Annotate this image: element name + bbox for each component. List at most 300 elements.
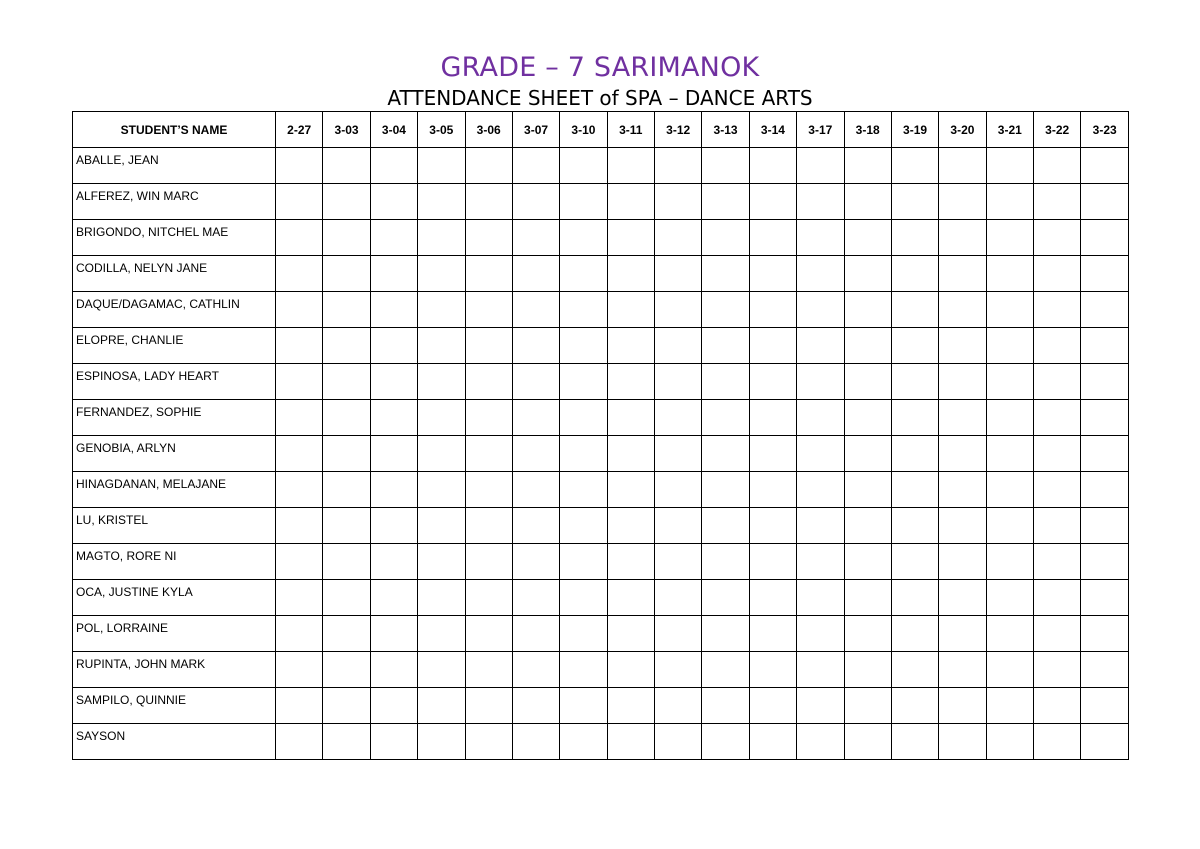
attendance-cell[interactable] xyxy=(655,364,702,400)
attendance-cell[interactable] xyxy=(418,328,465,364)
attendance-cell[interactable] xyxy=(370,616,417,652)
attendance-cell[interactable] xyxy=(1034,292,1081,328)
attendance-cell[interactable] xyxy=(418,616,465,652)
attendance-cell[interactable] xyxy=(323,292,370,328)
attendance-cell[interactable] xyxy=(749,580,796,616)
attendance-cell[interactable] xyxy=(797,580,844,616)
attendance-cell[interactable] xyxy=(1081,292,1129,328)
attendance-cell[interactable] xyxy=(465,616,512,652)
attendance-cell[interactable] xyxy=(797,220,844,256)
attendance-cell[interactable] xyxy=(749,256,796,292)
attendance-cell[interactable] xyxy=(891,472,938,508)
attendance-cell[interactable] xyxy=(370,400,417,436)
attendance-cell[interactable] xyxy=(276,688,323,724)
attendance-cell[interactable] xyxy=(939,436,986,472)
attendance-cell[interactable] xyxy=(702,724,749,760)
attendance-cell[interactable] xyxy=(512,148,559,184)
attendance-cell[interactable] xyxy=(560,436,607,472)
attendance-cell[interactable] xyxy=(418,400,465,436)
attendance-cell[interactable] xyxy=(891,400,938,436)
attendance-cell[interactable] xyxy=(749,364,796,400)
attendance-cell[interactable] xyxy=(560,544,607,580)
attendance-cell[interactable] xyxy=(749,400,796,436)
attendance-cell[interactable] xyxy=(1034,472,1081,508)
attendance-cell[interactable] xyxy=(560,472,607,508)
attendance-cell[interactable] xyxy=(560,400,607,436)
attendance-cell[interactable] xyxy=(844,400,891,436)
attendance-cell[interactable] xyxy=(607,328,654,364)
attendance-cell[interactable] xyxy=(1034,688,1081,724)
attendance-cell[interactable] xyxy=(986,472,1033,508)
attendance-cell[interactable] xyxy=(986,652,1033,688)
attendance-cell[interactable] xyxy=(749,724,796,760)
attendance-cell[interactable] xyxy=(560,616,607,652)
attendance-cell[interactable] xyxy=(986,724,1033,760)
attendance-cell[interactable] xyxy=(465,400,512,436)
attendance-cell[interactable] xyxy=(323,148,370,184)
attendance-cell[interactable] xyxy=(465,544,512,580)
attendance-cell[interactable] xyxy=(655,148,702,184)
attendance-cell[interactable] xyxy=(986,220,1033,256)
attendance-cell[interactable] xyxy=(844,580,891,616)
attendance-cell[interactable] xyxy=(891,256,938,292)
attendance-cell[interactable] xyxy=(560,508,607,544)
attendance-cell[interactable] xyxy=(276,400,323,436)
attendance-cell[interactable] xyxy=(797,652,844,688)
attendance-cell[interactable] xyxy=(276,544,323,580)
attendance-cell[interactable] xyxy=(370,148,417,184)
attendance-cell[interactable] xyxy=(512,544,559,580)
attendance-cell[interactable] xyxy=(844,688,891,724)
attendance-cell[interactable] xyxy=(749,220,796,256)
attendance-cell[interactable] xyxy=(1081,256,1129,292)
attendance-cell[interactable] xyxy=(986,256,1033,292)
attendance-cell[interactable] xyxy=(702,652,749,688)
attendance-cell[interactable] xyxy=(891,292,938,328)
attendance-cell[interactable] xyxy=(844,544,891,580)
attendance-cell[interactable] xyxy=(323,688,370,724)
attendance-cell[interactable] xyxy=(465,148,512,184)
attendance-cell[interactable] xyxy=(797,472,844,508)
attendance-cell[interactable] xyxy=(797,400,844,436)
attendance-cell[interactable] xyxy=(276,220,323,256)
attendance-cell[interactable] xyxy=(797,148,844,184)
attendance-cell[interactable] xyxy=(465,364,512,400)
attendance-cell[interactable] xyxy=(939,364,986,400)
attendance-cell[interactable] xyxy=(749,652,796,688)
attendance-cell[interactable] xyxy=(702,400,749,436)
attendance-cell[interactable] xyxy=(986,364,1033,400)
attendance-cell[interactable] xyxy=(276,328,323,364)
attendance-cell[interactable] xyxy=(797,364,844,400)
attendance-cell[interactable] xyxy=(607,292,654,328)
attendance-cell[interactable] xyxy=(512,328,559,364)
attendance-cell[interactable] xyxy=(465,292,512,328)
attendance-cell[interactable] xyxy=(323,544,370,580)
attendance-cell[interactable] xyxy=(891,580,938,616)
attendance-cell[interactable] xyxy=(418,436,465,472)
attendance-cell[interactable] xyxy=(939,688,986,724)
attendance-cell[interactable] xyxy=(1081,436,1129,472)
attendance-cell[interactable] xyxy=(655,724,702,760)
attendance-cell[interactable] xyxy=(276,652,323,688)
attendance-cell[interactable] xyxy=(607,688,654,724)
attendance-cell[interactable] xyxy=(797,616,844,652)
attendance-cell[interactable] xyxy=(891,652,938,688)
attendance-cell[interactable] xyxy=(1081,616,1129,652)
attendance-cell[interactable] xyxy=(749,544,796,580)
attendance-cell[interactable] xyxy=(891,508,938,544)
attendance-cell[interactable] xyxy=(1081,724,1129,760)
attendance-cell[interactable] xyxy=(276,508,323,544)
attendance-cell[interactable] xyxy=(607,400,654,436)
attendance-cell[interactable] xyxy=(844,292,891,328)
attendance-cell[interactable] xyxy=(939,220,986,256)
attendance-cell[interactable] xyxy=(1034,616,1081,652)
attendance-cell[interactable] xyxy=(702,220,749,256)
attendance-cell[interactable] xyxy=(418,292,465,328)
attendance-cell[interactable] xyxy=(465,688,512,724)
attendance-cell[interactable] xyxy=(323,472,370,508)
attendance-cell[interactable] xyxy=(607,616,654,652)
attendance-cell[interactable] xyxy=(939,184,986,220)
attendance-cell[interactable] xyxy=(370,364,417,400)
attendance-cell[interactable] xyxy=(418,256,465,292)
attendance-cell[interactable] xyxy=(323,400,370,436)
attendance-cell[interactable] xyxy=(607,472,654,508)
attendance-cell[interactable] xyxy=(655,544,702,580)
attendance-cell[interactable] xyxy=(1034,220,1081,256)
attendance-cell[interactable] xyxy=(607,364,654,400)
attendance-cell[interactable] xyxy=(986,328,1033,364)
attendance-cell[interactable] xyxy=(1034,328,1081,364)
attendance-cell[interactable] xyxy=(986,184,1033,220)
attendance-cell[interactable] xyxy=(370,184,417,220)
attendance-cell[interactable] xyxy=(323,652,370,688)
attendance-cell[interactable] xyxy=(560,328,607,364)
attendance-cell[interactable] xyxy=(655,400,702,436)
attendance-cell[interactable] xyxy=(1081,472,1129,508)
attendance-cell[interactable] xyxy=(512,616,559,652)
attendance-cell[interactable] xyxy=(702,580,749,616)
attendance-cell[interactable] xyxy=(702,364,749,400)
attendance-cell[interactable] xyxy=(560,580,607,616)
attendance-cell[interactable] xyxy=(512,400,559,436)
attendance-cell[interactable] xyxy=(797,256,844,292)
attendance-cell[interactable] xyxy=(1081,148,1129,184)
attendance-cell[interactable] xyxy=(797,292,844,328)
attendance-cell[interactable] xyxy=(939,724,986,760)
attendance-cell[interactable] xyxy=(323,508,370,544)
attendance-cell[interactable] xyxy=(512,688,559,724)
attendance-cell[interactable] xyxy=(1034,724,1081,760)
attendance-cell[interactable] xyxy=(891,436,938,472)
attendance-cell[interactable] xyxy=(891,148,938,184)
attendance-cell[interactable] xyxy=(702,436,749,472)
attendance-cell[interactable] xyxy=(370,724,417,760)
attendance-cell[interactable] xyxy=(560,220,607,256)
attendance-cell[interactable] xyxy=(1034,184,1081,220)
attendance-cell[interactable] xyxy=(370,508,417,544)
attendance-cell[interactable] xyxy=(418,544,465,580)
attendance-cell[interactable] xyxy=(702,184,749,220)
attendance-cell[interactable] xyxy=(655,184,702,220)
attendance-cell[interactable] xyxy=(370,472,417,508)
attendance-cell[interactable] xyxy=(512,436,559,472)
attendance-cell[interactable] xyxy=(844,148,891,184)
attendance-cell[interactable] xyxy=(512,256,559,292)
attendance-cell[interactable] xyxy=(607,256,654,292)
attendance-cell[interactable] xyxy=(986,580,1033,616)
attendance-cell[interactable] xyxy=(939,472,986,508)
attendance-cell[interactable] xyxy=(891,220,938,256)
attendance-cell[interactable] xyxy=(749,292,796,328)
attendance-cell[interactable] xyxy=(1081,328,1129,364)
attendance-cell[interactable] xyxy=(986,616,1033,652)
attendance-cell[interactable] xyxy=(891,328,938,364)
attendance-cell[interactable] xyxy=(797,436,844,472)
attendance-cell[interactable] xyxy=(418,472,465,508)
attendance-cell[interactable] xyxy=(702,256,749,292)
attendance-cell[interactable] xyxy=(891,364,938,400)
attendance-cell[interactable] xyxy=(986,544,1033,580)
attendance-cell[interactable] xyxy=(418,652,465,688)
attendance-cell[interactable] xyxy=(844,220,891,256)
attendance-cell[interactable] xyxy=(560,184,607,220)
attendance-cell[interactable] xyxy=(1034,436,1081,472)
attendance-cell[interactable] xyxy=(512,184,559,220)
attendance-cell[interactable] xyxy=(1081,544,1129,580)
attendance-cell[interactable] xyxy=(465,328,512,364)
attendance-cell[interactable] xyxy=(560,724,607,760)
attendance-cell[interactable] xyxy=(844,364,891,400)
attendance-cell[interactable] xyxy=(512,508,559,544)
attendance-cell[interactable] xyxy=(465,580,512,616)
attendance-cell[interactable] xyxy=(323,616,370,652)
attendance-cell[interactable] xyxy=(607,508,654,544)
attendance-cell[interactable] xyxy=(939,616,986,652)
attendance-cell[interactable] xyxy=(1081,184,1129,220)
attendance-cell[interactable] xyxy=(418,184,465,220)
attendance-cell[interactable] xyxy=(749,472,796,508)
attendance-cell[interactable] xyxy=(370,580,417,616)
attendance-cell[interactable] xyxy=(370,436,417,472)
attendance-cell[interactable] xyxy=(276,472,323,508)
attendance-cell[interactable] xyxy=(939,328,986,364)
attendance-cell[interactable] xyxy=(276,436,323,472)
attendance-cell[interactable] xyxy=(607,220,654,256)
attendance-cell[interactable] xyxy=(323,184,370,220)
attendance-cell[interactable] xyxy=(560,256,607,292)
attendance-cell[interactable] xyxy=(276,148,323,184)
attendance-cell[interactable] xyxy=(749,184,796,220)
attendance-cell[interactable] xyxy=(655,292,702,328)
attendance-cell[interactable] xyxy=(797,328,844,364)
attendance-cell[interactable] xyxy=(512,652,559,688)
attendance-cell[interactable] xyxy=(939,508,986,544)
attendance-cell[interactable] xyxy=(1034,652,1081,688)
attendance-cell[interactable] xyxy=(844,436,891,472)
attendance-cell[interactable] xyxy=(891,184,938,220)
attendance-cell[interactable] xyxy=(655,220,702,256)
attendance-cell[interactable] xyxy=(512,724,559,760)
attendance-cell[interactable] xyxy=(891,724,938,760)
attendance-cell[interactable] xyxy=(370,292,417,328)
attendance-cell[interactable] xyxy=(560,688,607,724)
attendance-cell[interactable] xyxy=(749,436,796,472)
attendance-cell[interactable] xyxy=(655,328,702,364)
attendance-cell[interactable] xyxy=(1081,688,1129,724)
attendance-cell[interactable] xyxy=(844,184,891,220)
attendance-cell[interactable] xyxy=(939,652,986,688)
attendance-cell[interactable] xyxy=(512,364,559,400)
attendance-cell[interactable] xyxy=(844,508,891,544)
attendance-cell[interactable] xyxy=(323,364,370,400)
attendance-cell[interactable] xyxy=(370,688,417,724)
attendance-cell[interactable] xyxy=(1034,508,1081,544)
attendance-cell[interactable] xyxy=(844,616,891,652)
attendance-cell[interactable] xyxy=(749,508,796,544)
attendance-cell[interactable] xyxy=(749,616,796,652)
attendance-cell[interactable] xyxy=(370,544,417,580)
attendance-cell[interactable] xyxy=(607,436,654,472)
attendance-cell[interactable] xyxy=(323,328,370,364)
attendance-cell[interactable] xyxy=(1034,256,1081,292)
attendance-cell[interactable] xyxy=(512,220,559,256)
attendance-cell[interactable] xyxy=(655,652,702,688)
attendance-cell[interactable] xyxy=(323,580,370,616)
attendance-cell[interactable] xyxy=(797,688,844,724)
attendance-cell[interactable] xyxy=(418,580,465,616)
attendance-cell[interactable] xyxy=(607,580,654,616)
attendance-cell[interactable] xyxy=(1034,544,1081,580)
attendance-cell[interactable] xyxy=(465,472,512,508)
attendance-cell[interactable] xyxy=(655,616,702,652)
attendance-cell[interactable] xyxy=(986,292,1033,328)
attendance-cell[interactable] xyxy=(323,220,370,256)
attendance-cell[interactable] xyxy=(418,688,465,724)
attendance-cell[interactable] xyxy=(655,436,702,472)
attendance-cell[interactable] xyxy=(370,652,417,688)
attendance-cell[interactable] xyxy=(655,688,702,724)
attendance-cell[interactable] xyxy=(702,508,749,544)
attendance-cell[interactable] xyxy=(560,148,607,184)
attendance-cell[interactable] xyxy=(276,364,323,400)
attendance-cell[interactable] xyxy=(1081,508,1129,544)
attendance-cell[interactable] xyxy=(370,256,417,292)
attendance-cell[interactable] xyxy=(276,292,323,328)
attendance-cell[interactable] xyxy=(607,148,654,184)
attendance-cell[interactable] xyxy=(512,292,559,328)
attendance-cell[interactable] xyxy=(844,652,891,688)
attendance-cell[interactable] xyxy=(939,148,986,184)
attendance-cell[interactable] xyxy=(939,544,986,580)
attendance-cell[interactable] xyxy=(465,220,512,256)
attendance-cell[interactable] xyxy=(1081,220,1129,256)
attendance-cell[interactable] xyxy=(418,364,465,400)
attendance-cell[interactable] xyxy=(465,184,512,220)
attendance-cell[interactable] xyxy=(797,184,844,220)
attendance-cell[interactable] xyxy=(465,652,512,688)
attendance-cell[interactable] xyxy=(749,688,796,724)
attendance-cell[interactable] xyxy=(702,472,749,508)
attendance-cell[interactable] xyxy=(1081,400,1129,436)
attendance-cell[interactable] xyxy=(844,328,891,364)
attendance-cell[interactable] xyxy=(276,256,323,292)
attendance-cell[interactable] xyxy=(1034,364,1081,400)
attendance-cell[interactable] xyxy=(276,184,323,220)
attendance-cell[interactable] xyxy=(797,724,844,760)
attendance-cell[interactable] xyxy=(276,580,323,616)
attendance-cell[interactable] xyxy=(323,256,370,292)
attendance-cell[interactable] xyxy=(512,472,559,508)
attendance-cell[interactable] xyxy=(939,256,986,292)
attendance-cell[interactable] xyxy=(465,508,512,544)
attendance-cell[interactable] xyxy=(986,148,1033,184)
attendance-cell[interactable] xyxy=(1034,400,1081,436)
attendance-cell[interactable] xyxy=(465,724,512,760)
attendance-cell[interactable] xyxy=(655,508,702,544)
attendance-cell[interactable] xyxy=(702,328,749,364)
attendance-cell[interactable] xyxy=(512,580,559,616)
attendance-cell[interactable] xyxy=(891,688,938,724)
attendance-cell[interactable] xyxy=(607,724,654,760)
attendance-cell[interactable] xyxy=(1034,148,1081,184)
attendance-cell[interactable] xyxy=(418,724,465,760)
attendance-cell[interactable] xyxy=(655,580,702,616)
attendance-cell[interactable] xyxy=(560,292,607,328)
attendance-cell[interactable] xyxy=(844,256,891,292)
attendance-cell[interactable] xyxy=(560,652,607,688)
attendance-cell[interactable] xyxy=(702,688,749,724)
attendance-cell[interactable] xyxy=(844,724,891,760)
attendance-cell[interactable] xyxy=(418,220,465,256)
attendance-cell[interactable] xyxy=(418,508,465,544)
attendance-cell[interactable] xyxy=(939,292,986,328)
attendance-cell[interactable] xyxy=(370,220,417,256)
attendance-cell[interactable] xyxy=(749,328,796,364)
attendance-cell[interactable] xyxy=(1081,652,1129,688)
attendance-cell[interactable] xyxy=(465,256,512,292)
attendance-cell[interactable] xyxy=(607,544,654,580)
attendance-cell[interactable] xyxy=(655,472,702,508)
attendance-cell[interactable] xyxy=(844,472,891,508)
attendance-cell[interactable] xyxy=(1034,580,1081,616)
attendance-cell[interactable] xyxy=(655,256,702,292)
attendance-cell[interactable] xyxy=(418,148,465,184)
attendance-cell[interactable] xyxy=(797,544,844,580)
attendance-cell[interactable] xyxy=(797,508,844,544)
attendance-cell[interactable] xyxy=(560,364,607,400)
attendance-cell[interactable] xyxy=(891,616,938,652)
attendance-cell[interactable] xyxy=(939,580,986,616)
attendance-cell[interactable] xyxy=(702,292,749,328)
attendance-cell[interactable] xyxy=(986,688,1033,724)
attendance-cell[interactable] xyxy=(702,148,749,184)
attendance-cell[interactable] xyxy=(276,616,323,652)
attendance-cell[interactable] xyxy=(370,328,417,364)
attendance-cell[interactable] xyxy=(323,724,370,760)
attendance-cell[interactable] xyxy=(891,544,938,580)
attendance-cell[interactable] xyxy=(465,436,512,472)
attendance-cell[interactable] xyxy=(702,544,749,580)
attendance-cell[interactable] xyxy=(276,724,323,760)
attendance-cell[interactable] xyxy=(986,436,1033,472)
attendance-cell[interactable] xyxy=(323,436,370,472)
attendance-cell[interactable] xyxy=(607,184,654,220)
attendance-cell[interactable] xyxy=(986,508,1033,544)
attendance-cell[interactable] xyxy=(939,400,986,436)
